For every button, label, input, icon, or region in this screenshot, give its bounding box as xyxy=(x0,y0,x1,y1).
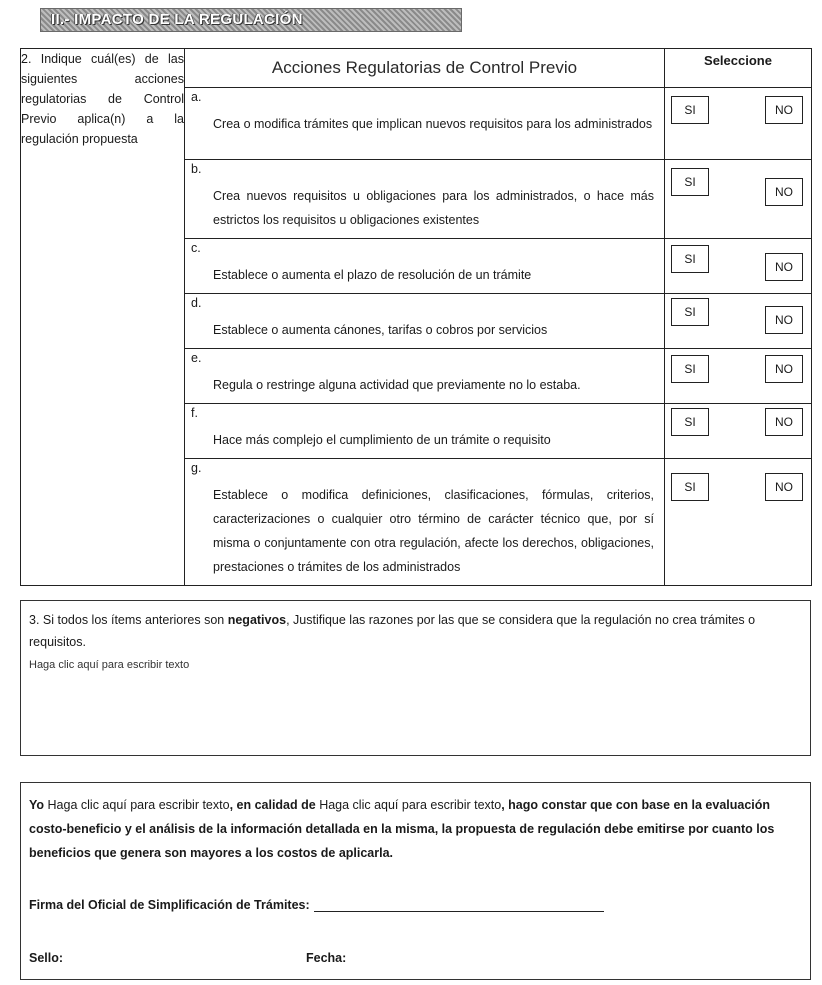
si-checkbox-c[interactable]: SI xyxy=(671,245,709,273)
name-text-field[interactable]: Haga clic aquí para escribir texto xyxy=(47,798,230,812)
role-text-field[interactable]: Haga clic aquí para escribir texto xyxy=(319,798,502,812)
select-cell-e xyxy=(665,349,812,404)
no-checkbox-b[interactable]: NO xyxy=(765,178,803,206)
select-cell-a xyxy=(665,88,812,160)
action-text: Crea o modifica trámites que implican nuevos requisitos para los administrados xyxy=(213,117,653,131)
q3-text-part: 3. Si todos los ítems anteriores son xyxy=(29,613,228,627)
q3-text-part: , Justifique las razones por las que se considera que la regulación no crea trámites o requisitos. xyxy=(29,613,756,649)
justification-text-field[interactable]: Haga clic aquí para escribir texto xyxy=(29,659,190,671)
declaration-box xyxy=(20,782,811,980)
si-checkbox-a[interactable]: SI xyxy=(671,96,709,124)
action-row-d xyxy=(185,294,665,349)
select-cell-c xyxy=(665,239,812,294)
action-letter: g. xyxy=(191,461,202,475)
select-cell-b xyxy=(665,160,812,239)
question-3-box xyxy=(20,600,811,756)
signature-row xyxy=(29,898,604,912)
no-checkbox-d[interactable]: NO xyxy=(765,306,803,334)
seal-label: Sello: xyxy=(29,951,64,965)
decl-yo: Yo xyxy=(29,798,45,812)
section-title: II.- IMPACTO DE LA REGULACIÓN xyxy=(51,11,303,28)
action-letter: e. xyxy=(191,351,202,365)
si-checkbox-g[interactable]: SI xyxy=(671,473,709,501)
si-checkbox-e[interactable]: SI xyxy=(671,355,709,383)
action-text: Regula o restringe alguna actividad que previamente no lo estaba. xyxy=(213,378,581,392)
select-cell-f xyxy=(665,404,812,459)
action-row-a xyxy=(185,88,665,160)
decl-en-calidad: , en calidad de xyxy=(229,798,316,812)
action-row-c xyxy=(185,239,665,294)
action-letter: a. xyxy=(191,90,202,104)
action-letter: b. xyxy=(191,162,202,176)
no-checkbox-c[interactable]: NO xyxy=(765,253,803,281)
action-text: Hace más complejo el cumplimiento de un trámite o requisito xyxy=(213,433,551,447)
si-checkbox-b[interactable]: SI xyxy=(671,168,709,196)
action-text: Establece o modifica definiciones, clasificaciones, fórmulas, criterios, caracterizaciones o cualquier otro término de carácter técnico que, por sí misma o conjuntamente con otra regulación, afecte los derechos, obligaciones, prestaciones o trámites de los administrados xyxy=(213,488,654,574)
no-checkbox-a[interactable]: NO xyxy=(765,96,803,124)
signature-line[interactable] xyxy=(314,899,604,912)
action-row-g xyxy=(185,459,665,586)
si-checkbox-f[interactable]: SI xyxy=(671,408,709,436)
select-cell-g xyxy=(665,459,812,586)
action-text: Establece o aumenta el plazo de resolución de un trámite xyxy=(213,268,532,282)
select-cell-d xyxy=(665,294,812,349)
q3-bold-text: negativos xyxy=(227,613,287,627)
no-checkbox-f[interactable]: NO xyxy=(765,408,803,436)
action-text: Crea nuevos requisitos u obligaciones para los administrados, o hace más estrictos los requisitos u obligaciones existentes xyxy=(213,189,654,227)
action-row-b xyxy=(185,160,665,239)
table-title: Acciones Regulatorias de Control Previo xyxy=(185,49,665,88)
action-letter: f. xyxy=(191,406,198,420)
decl-rest: , hago constar que con base en la evaluación costo-beneficio y el análisis de la información detallada en la misma, la propuesta de regulación debe emitirse por cuanto los beneficios que genera son mayores a los costos de aplicarla. xyxy=(29,798,775,860)
si-checkbox-d[interactable]: SI xyxy=(671,298,709,326)
date-label: Fecha: xyxy=(306,951,347,965)
action-letter: d. xyxy=(191,296,202,310)
section-header xyxy=(40,8,462,32)
question-2-text: 2. Indique cuál(es) de las siguientes acciones regulatorias de Control Previo aplica(n) a la regulación propuesta xyxy=(21,49,185,586)
action-row-f xyxy=(185,404,665,459)
question-3-text xyxy=(21,601,810,653)
action-letter: c. xyxy=(191,241,201,255)
no-checkbox-g[interactable]: NO xyxy=(765,473,803,501)
select-header: Seleccione xyxy=(665,49,812,88)
action-text: Establece o aumenta cánones, tarifas o cobros por servicios xyxy=(213,323,548,337)
no-checkbox-e[interactable]: NO xyxy=(765,355,803,383)
declaration-text xyxy=(21,783,810,865)
signature-label: Firma del Oficial de Simplificación de Trámites: xyxy=(29,898,310,912)
action-row-e xyxy=(185,349,665,404)
regulatory-actions-table xyxy=(20,48,812,586)
